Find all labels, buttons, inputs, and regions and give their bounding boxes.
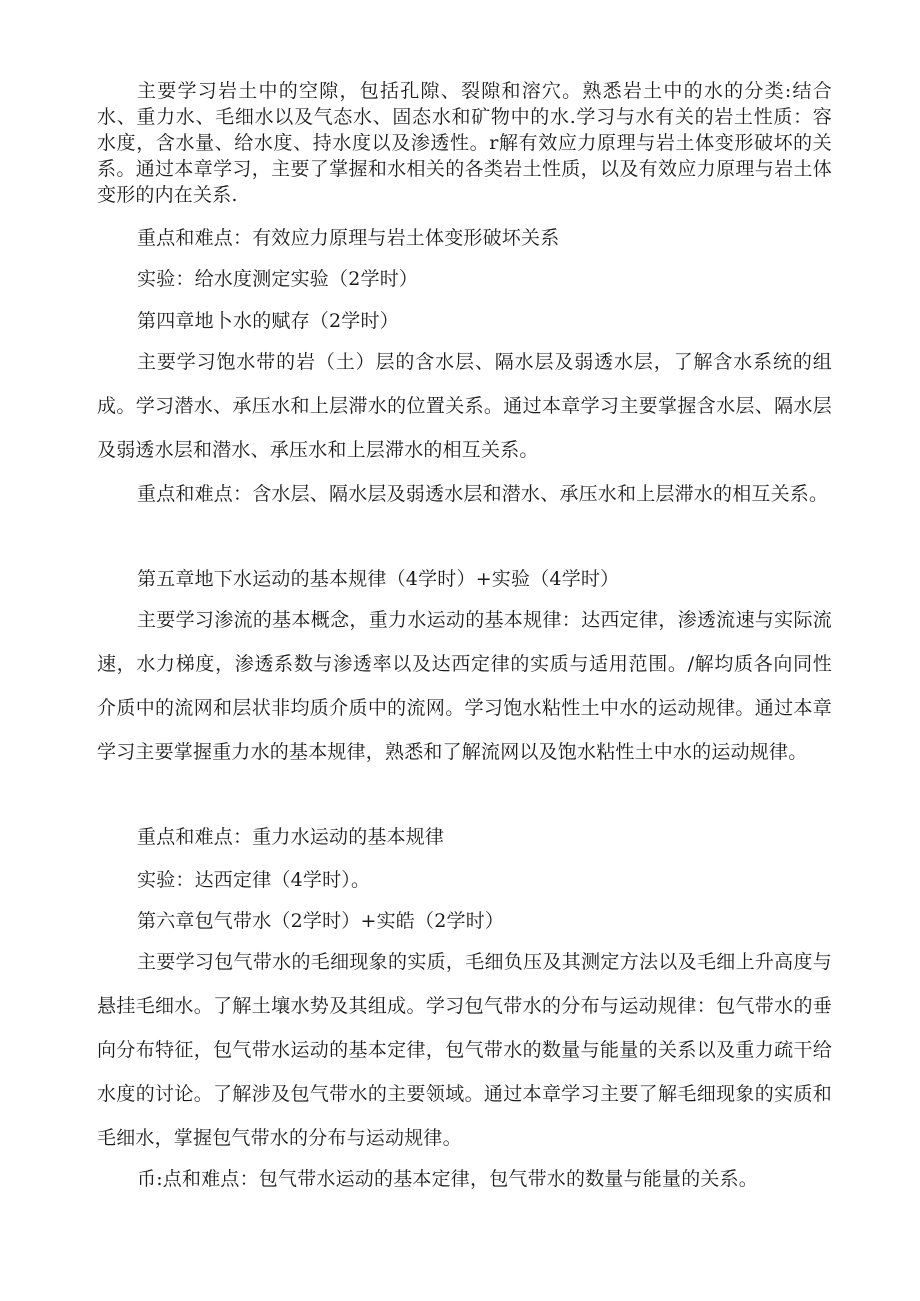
- paragraph-chapter6-summary: 主要学习包气带水的毛细现象的实质，毛细负压及其测定方法以及毛细上升高度与悬挂毛细水。了解土壤水势及其组成。学习包气带水的分布与运动规律：包气带水的垂向分布特征，包气带水运动的基本定律，包气带水的数量与能量的关系以及重力疏干给水度的讨论。了解涉及包气带水的主要领域。通过本章学习主要了解毛细现象的实质和毛细水，掌握包气带水的分布与运动规律。: [97, 951, 832, 1149]
- paragraph-chapter4-key-points: 重点和难点：含水层、隔水层及弱透水层和潜水、承压水和上层滞水的相互关系。: [137, 483, 829, 505]
- paragraph-chapter5-experiment: 实验：达西定律（4学时）。: [137, 869, 371, 891]
- paragraph-chapter5-summary: 主要学习渗流的基本概念，重力水运动的基本规律：达西定律，渗透流速与实际流速，水力梯度，渗透系数与渗透率以及达西定律的实质与适用范围。/解均质各向同性介质中的流网和层状非均质介质中的流网。学习饱水粘性土中水的运动规律。通过本章学习主要掌握重力水的基本规律，熟悉和了解流网以及饱水粘性土中水的运动规律。: [97, 609, 832, 763]
- paragraph-chapter3-experiment: 实验：给水度测定实验（2学时）: [137, 268, 419, 290]
- heading-chapter5: 第五章地下水运动的基本规律（4学时）+实验（4学时）: [137, 568, 620, 590]
- heading-chapter6: 第六章包气带水（2学时）+实皓（2学时）: [137, 910, 505, 932]
- paragraph-chapter4-summary: 主要学习饱水带的岩（土）层的含水层、隔水层及弱透水层，了解含水系统的组成。学习潜水、承压水和上层滞水的位置关系。通过本章学习主要掌握含水层、隔水层及弱透水层和潜水、承压水和上层滞水的相互关系。: [97, 351, 832, 461]
- heading-chapter4: 第四章地卜水的赋存（2学时）: [137, 310, 399, 332]
- paragraph-chapter3-summary: 主要学习岩土中的空隙，包括孔隙、裂隙和溶穴。熟悉岩土中的水的分类:结合水、重力水、毛细水以及气态水、固态水和矿物中的水.学习与水有关的岩土性质：容水度，含水量、给水度、持水度以及渗透性。r解有效应力原理与岩土体变形破坏的关系。通过本章学习，主要了掌握和水相关的各类岩土性质，以及有效应力原理与岩土体变形的内在关系.: [97, 80, 832, 206]
- paragraph-chapter5-key-points: 重点和难点：重力水运动的基本规律: [137, 826, 445, 848]
- paragraph-chapter6-key-points: 币:点和难点：包气带水运动的基本定律，包气带水的数量与能量的关系。: [137, 1168, 759, 1190]
- paragraph-chapter3-key-points: 重点和难点：有效应力原理与岩土体变形破坏关系: [137, 227, 560, 249]
